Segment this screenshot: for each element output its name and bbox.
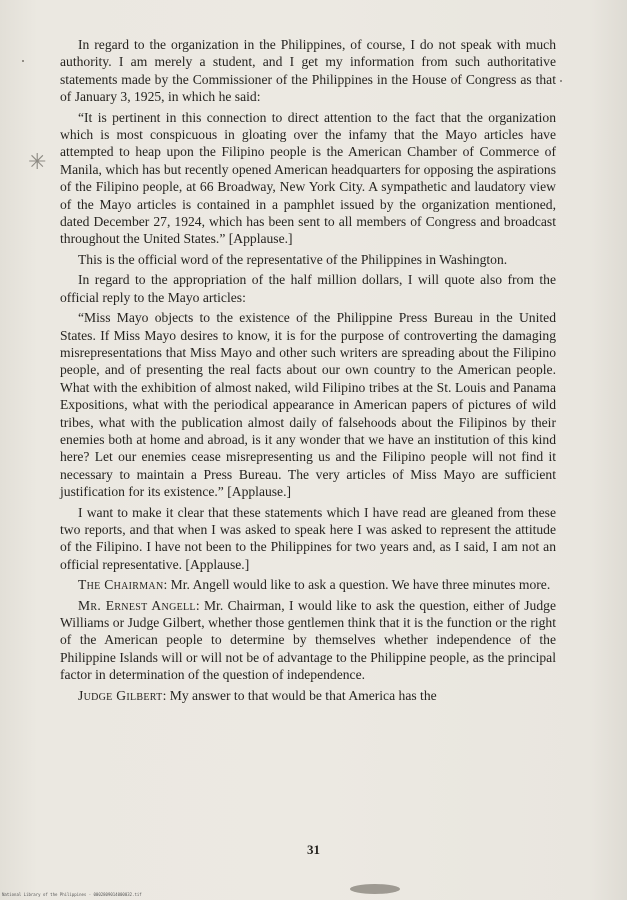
speech-paragraph [60,576,556,593]
body-text [60,36,556,707]
speech-paragraph [60,687,556,704]
scan-speck [560,80,562,82]
paragraph: In regard to the organization in the Philippines, of course, I do not speak with much authority. I am merely a student, and I get my information from such authoritative statements made by the Commissioner of the Philippines in the House of Congress as that of January 3, 1925, in which he said: [60,37,556,105]
scan-speck [22,60,24,62]
paragraph: “It is pertinent in this connection to direct attention to the fact that the organization which is most conspicuous in gloating over the infamy that the Mayo articles have attempted to heap upon the Filipino people is the American Chamber of Commerce of Manila, which has but recently opened American headquarters for opposing the aspirations of the Filipino people, at 66 Broadway, New York City. A sympathetic and laudatory view of the Mayo articles is contained in a pamphlet issued by the organization mentioned, dated December 27, 1924, which has been sent to all members of Congress and broadcast throughout the United States.” [Applause.] [60,109,556,247]
speech-text: : My answer to that would be that America has the [162,687,437,703]
margin-mark-icon: ✳ [28,150,47,175]
scan-smudge [350,884,400,894]
paragraph: I want to make it clear that these statements which I have read are gleaned from these two reports, and that when I was asked to speak here I was asked to represent the attitude of the Filipino. I have not been to the Philippines for two years and, as I said, I am not an official representative. [Applause.] [60,504,556,572]
paragraph: “Miss Mayo objects to the existence of the Philippine Press Bureau in the United States. If Miss Mayo desires to know, it is for the purpose of controverting the damaging misrepresentations that Miss Mayo and other such writers are spreading about the Filipino people, and of presenting the real facts about our own country to the American people. What with the exhibition of almost naked, wild Filipino tribes at the St. Louis and Panama Expositions, what with the periodical appearance in American papers of pictures of wild tribes, what with the publication almost daily of falsehoods about the Filipinos by their enemies both at home and abroad, is it any wonder that we have an institution of this kind here? Let our enemies cease misrepresenting us and the Filipino people will not find it necessary to maintain a Press Bureau. The very articles of Miss Mayo are sufficient justification for its existence.” [Applause.] [60,310,556,500]
paragraph: This is the official word of the representative of the Philippines in Washington. [78,251,508,267]
speaker-name: Mr. Ernest Angell [78,597,196,613]
speaker-name: Judge Gilbert [78,687,163,703]
speaker-name: The Chairman [78,577,164,593]
speech-paragraph [60,597,556,684]
speech-text: : Mr. Chairman, I would like to ask the question, either of Judge Williams or Judge Gilbert, whether those gentlemen think that it is the function or the right of the American people to determine by themselves whether independence of the Philippine Islands will or will not be of advantage to the Philippine people, as the principal factor in determination of the question of independence. [60,597,556,683]
page-number: 31 [307,842,320,857]
paragraph: In regard to the appropriation of the half million dollars, I will quote also from the official reply to the Mayo articles: [60,272,556,305]
scan-footer: National Library of the Philippines · 0002809014000032.tif [2,892,142,897]
speech-text: : Mr. Angell would like to ask a question. We have three minutes more. [163,577,551,593]
